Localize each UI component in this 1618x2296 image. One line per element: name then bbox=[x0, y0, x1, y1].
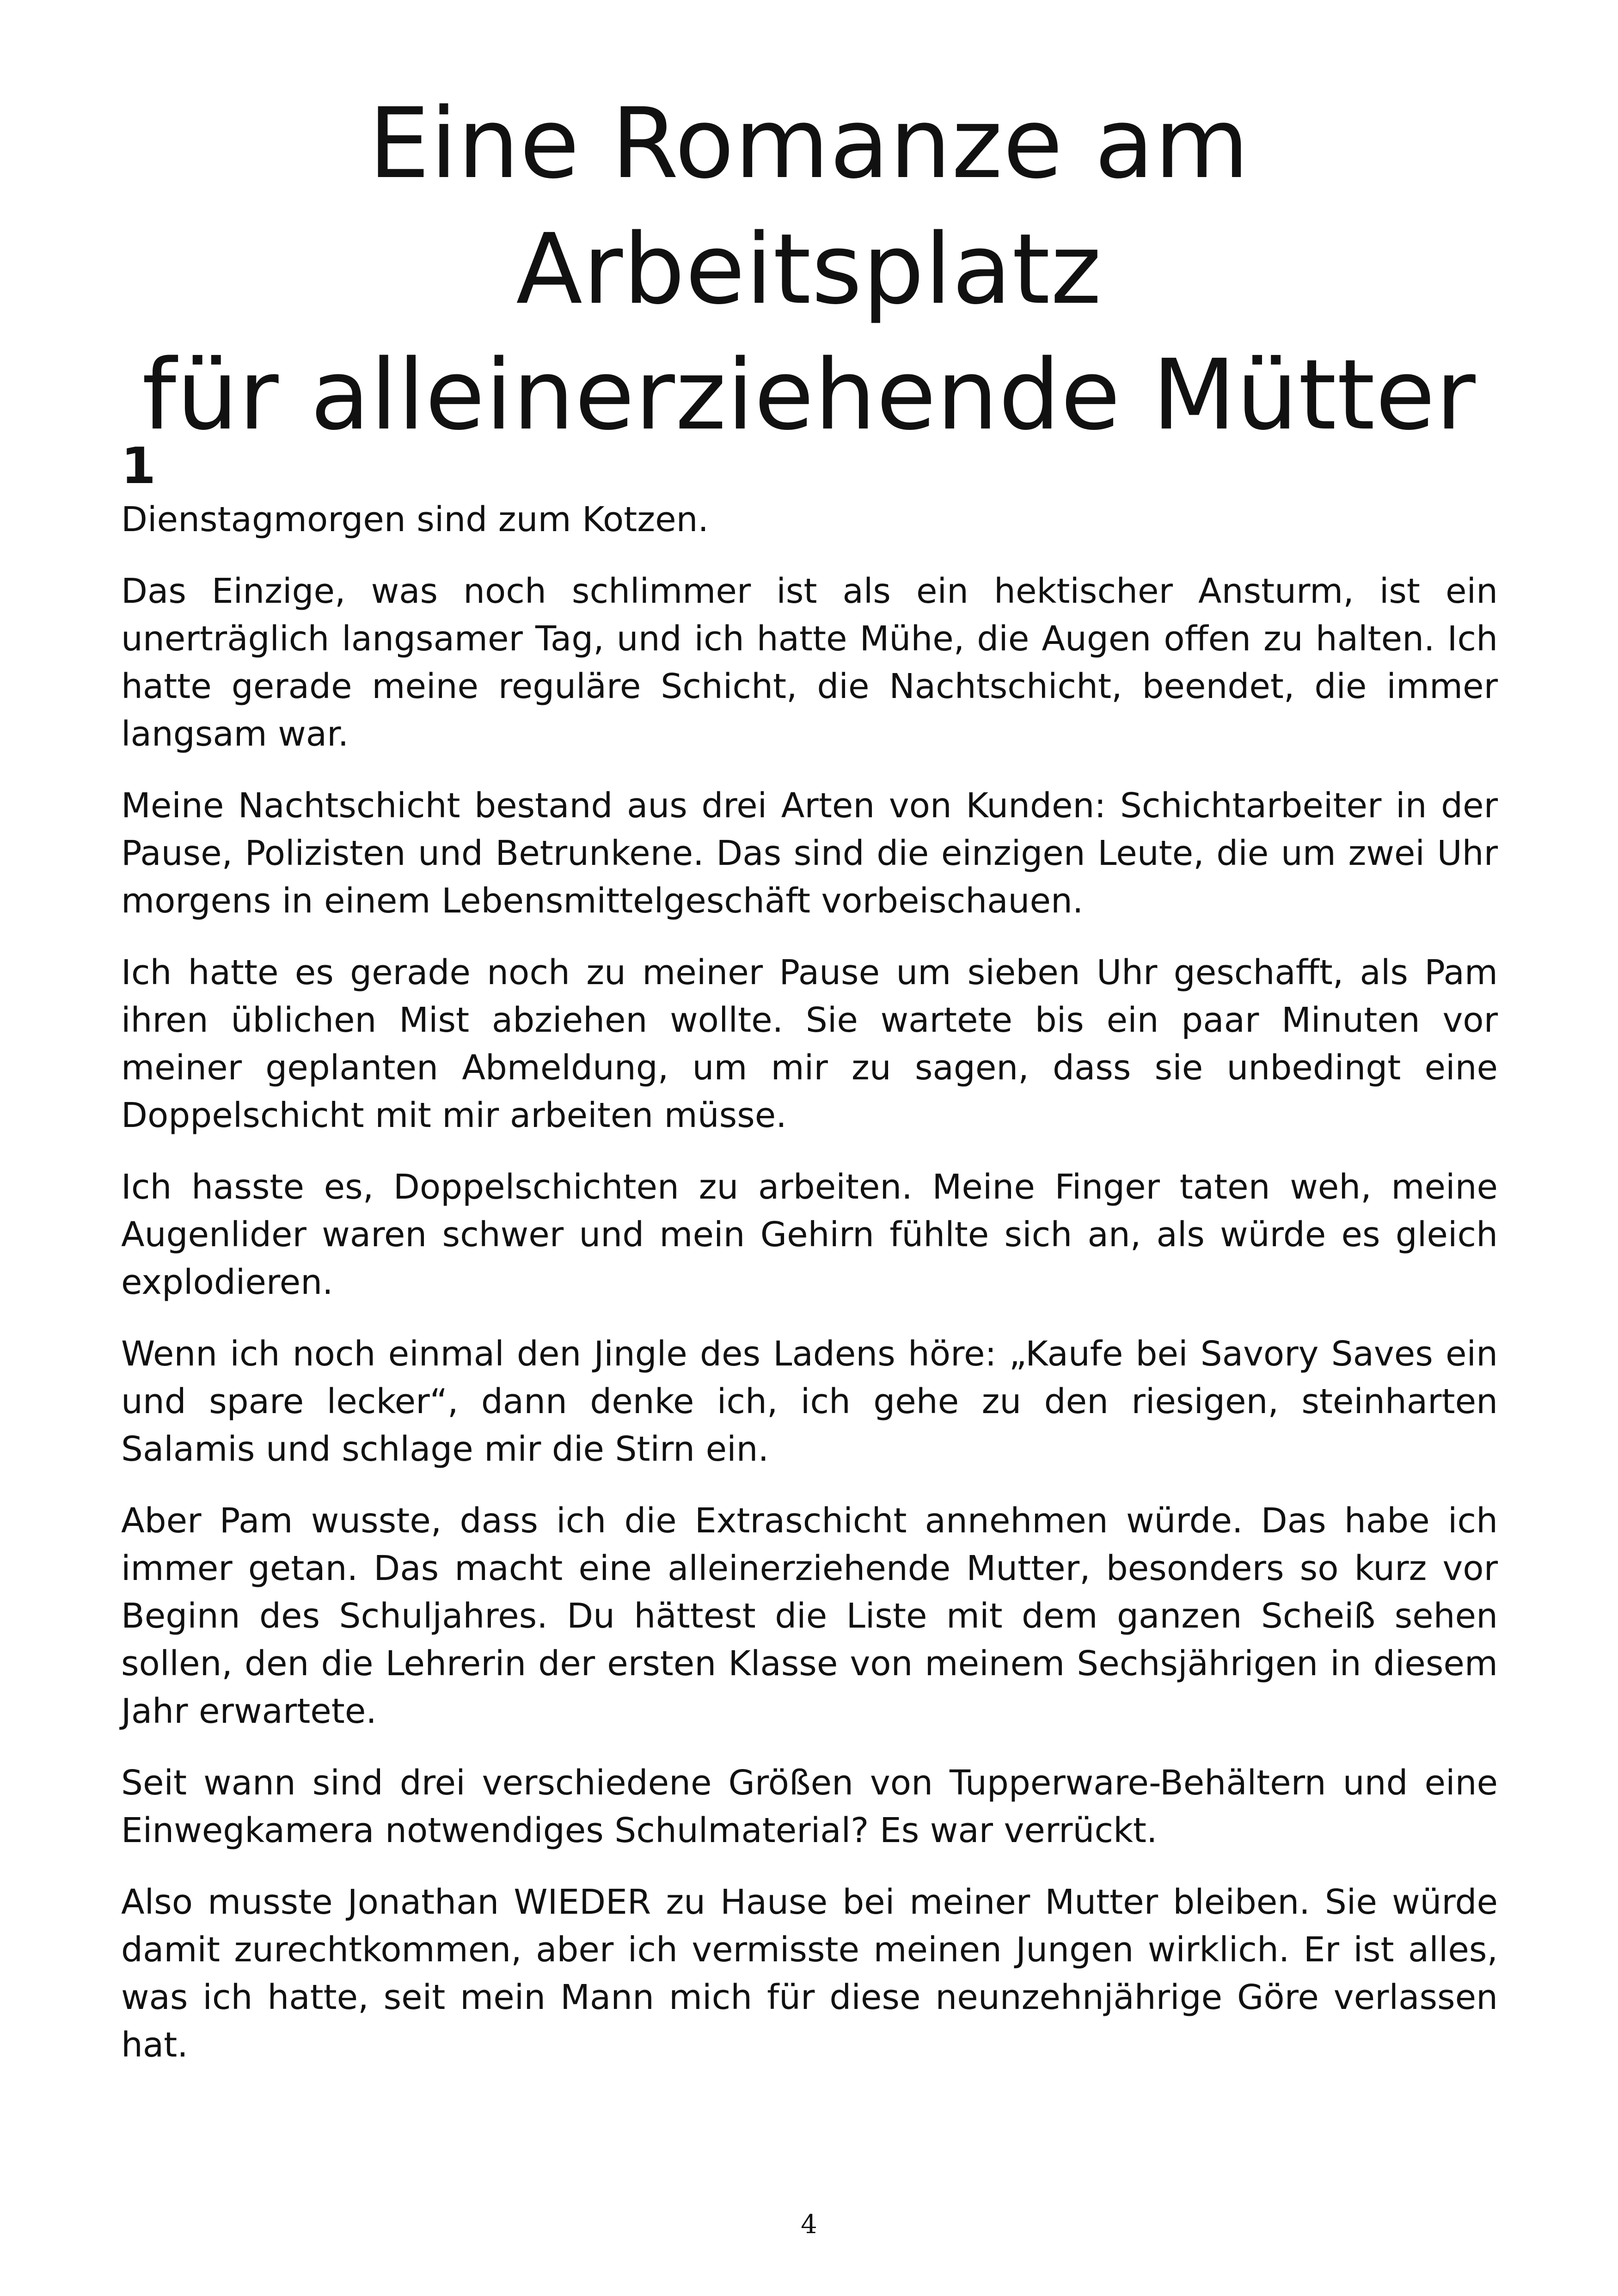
paragraph-4: Ich hatte es gerade noch zu meiner Pause um sieben Uhr geschafft, als Pam ihren üblichen Mist abziehen wollte. Sie wartete bis ein paar Minuten vor meiner geplanten Abmeldung, um mir zu sagen, dass sie unbedingt eine Doppelschicht mit mir arbeiten müsse. bbox=[121, 953, 1498, 1135]
chapter-number: 1 bbox=[121, 437, 156, 495]
paragraph-3: Meine Nachtschicht bestand aus drei Arten von Kunden: Schichtarbeiter in der Pause, Polizisten und Betrunkene. Das sind die einzigen Leute, die um zwei Uhr morgens in einem Lebensmittelgeschäft vorbeischauen. bbox=[121, 786, 1498, 921]
paragraph-9: Also musste Jonathan WIEDER zu Hause bei meiner Mutter bleiben. Sie würde damit zurechtkommen, aber ich vermisste meinen Jungen wirklich. Er ist alles, was ich hatte, seit mein Mann mich für diese neunzehnjährige Göre verlassen hat. bbox=[121, 1882, 1498, 2065]
page-number: 4 bbox=[801, 2210, 817, 2240]
paragraph-1: Dienstagmorgen sind zum Kotzen. bbox=[121, 500, 709, 539]
paragraph-8: Seit wann sind drei verschiedene Größen von Tupperware-Behältern und eine Einwegkamera notwendiges Schulmaterial? Es war verrückt. bbox=[121, 1763, 1498, 1850]
book-title-line-1: Eine Romanze am Arbeitsplatz bbox=[368, 87, 1250, 326]
book-title bbox=[92, 81, 1526, 458]
paragraph-7: Aber Pam wusste, dass ich die Extraschicht annehmen würde. Das habe ich immer getan. Das macht eine alleinerziehende Mutter, besonders so kurz vor Beginn des Schuljahres. Du hättest die Liste mit dem ganzen Scheiß sehen sollen, den die Lehrerin der ersten Klasse von meinem Sechsjährigen in diesem Jahr erwartete. bbox=[121, 1501, 1498, 1731]
book-title-line-2: für alleinerziehende Mütter bbox=[142, 338, 1476, 452]
paragraph-6: Wenn ich noch einmal den Jingle des Ladens höre: „Kaufe bei Savory Saves ein und spare lecker“, dann denke ich, ich gehe zu den riesigen, steinharten Salamis und schlage mir die Stirn ein. bbox=[121, 1334, 1498, 1469]
chapter-body bbox=[121, 437, 1498, 2093]
paragraph-5: Ich hasste es, Doppelschichten zu arbeiten. Meine Finger taten weh, meine Augenlider waren schwer und mein Gehirn fühlte sich an, als würde es gleich explodieren. bbox=[121, 1167, 1498, 1302]
paragraph-2: Das Einzige, was noch schlimmer ist als ein hektischer Ansturm, ist ein unerträglich langsamer Tag, und ich hatte Mühe, die Augen offen zu halten. Ich hatte gerade meine reguläre Schicht, die Nachtschicht, beendet, die immer langsam war. bbox=[121, 571, 1498, 754]
